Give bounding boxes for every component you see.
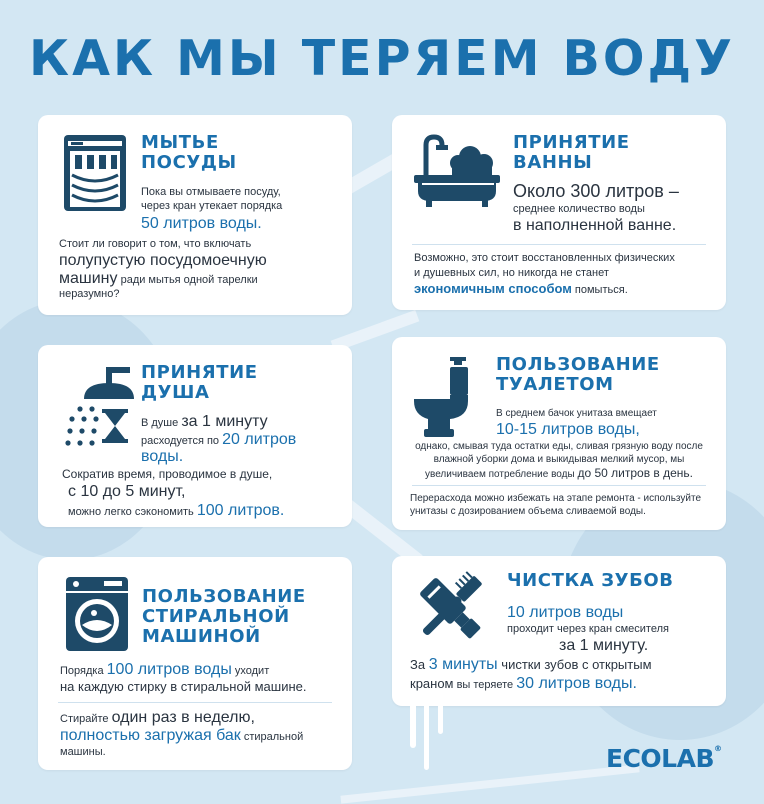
text-regular: Порядка: [60, 665, 104, 677]
text-line: [410, 656, 652, 674]
card-title: [142, 587, 306, 647]
text-line: Около 300 литров –: [513, 181, 679, 201]
text-line: через кран утекает порядка: [141, 200, 283, 212]
text-line: и душевных сил, но никогда не станет: [414, 267, 609, 279]
text-line: неразумно?: [59, 288, 120, 300]
dishwasher-icon: [62, 133, 128, 213]
card-washing-machine: [38, 557, 352, 770]
text-highlight: 10 литров воды: [507, 604, 624, 621]
card-toilet: [392, 337, 726, 530]
title-line: ВАННЫ: [513, 152, 593, 173]
text-regular: вы теряете: [456, 679, 514, 691]
washing-machine-icon: [64, 575, 130, 653]
text-highlight: воды.: [141, 448, 184, 465]
text-highlight: экономичным способом: [414, 281, 572, 296]
card-brushing-teeth: [392, 556, 726, 706]
card-title: [513, 133, 630, 173]
card-dishwashing: [38, 115, 352, 315]
card-shower: [38, 345, 352, 527]
text-line: за 1 минуту.: [559, 637, 649, 654]
text-line: Перерасхода можно избежать на этапе ремонта - используйте: [410, 493, 702, 504]
text-bold: один раз в неделю,: [111, 709, 255, 726]
title-line: МАШИНОЙ: [142, 626, 261, 647]
text-line: Стоит ли говорит о том, что включать: [59, 238, 252, 250]
title-line: ПРИНЯТИЕ: [141, 362, 258, 383]
text-line: [141, 413, 268, 432]
text-regular: Стирайте: [60, 713, 109, 725]
divider: [58, 702, 332, 703]
toothbrush-icon: [408, 566, 492, 650]
text-line: [60, 709, 255, 728]
water-drip: [424, 700, 429, 770]
water-drip: [410, 700, 416, 748]
page-title: КАК МЫ ТЕРЯЕМ ВОДУ: [29, 30, 735, 87]
card-title: [496, 355, 660, 395]
bathtub-icon: [412, 133, 502, 209]
brand-logo: [606, 744, 722, 773]
title-line: ЧИСТКА ЗУБОВ: [507, 570, 674, 591]
text-line: [60, 661, 269, 680]
text-regular: За: [410, 657, 426, 672]
text-regular: стиральной: [243, 731, 304, 743]
text-line: [410, 675, 637, 694]
text-highlight: полностью загружая бак: [60, 727, 241, 744]
card-title: [141, 133, 237, 173]
text-line: проходит через кран смесителя: [507, 623, 669, 635]
title-line: ПОЛЬЗОВАНИЕ: [496, 354, 660, 375]
title-line: СТИРАЛЬНОЙ: [142, 606, 290, 627]
text-bold: за 1 минуту: [181, 413, 268, 430]
divider: [412, 244, 706, 245]
text-regular: увеличиваем потребление воды: [425, 469, 575, 480]
text-line: среднее количество воды: [513, 203, 645, 215]
water-pipe: [340, 764, 639, 803]
text-line: на каждую стирку в стиральной машине.: [60, 679, 307, 694]
text-line: влажной уборки дома и выкидывая мелкий мусор, мы: [433, 454, 685, 465]
card-bath: [392, 115, 726, 310]
text-regular: расходуется по: [141, 435, 220, 447]
title-line: МЫТЬЕ: [141, 132, 219, 153]
text-bold: до 50 литров в день.: [577, 466, 693, 480]
card-title: [141, 363, 258, 403]
text-line: В среднем бачок унитаза вмещает: [496, 408, 657, 419]
text-line: однако, смывая туда остатки еды, сливая грязную воду после: [415, 441, 703, 452]
text-regular: ради мытья одной тарелки: [120, 274, 258, 286]
text-line: полупустую посудомоечную: [59, 252, 267, 269]
text-highlight: 30 литров воды.: [516, 675, 637, 692]
text-highlight: 3 минуты: [428, 656, 498, 673]
text-highlight: 100 литров воды: [106, 661, 232, 678]
title-line: ПОЛЬЗОВАНИЕ: [142, 586, 306, 607]
text-regular: краном: [410, 676, 454, 691]
registered-mark: ®: [714, 744, 722, 753]
text-regular: чистки зубов с открытым: [501, 657, 652, 672]
water-drip: [438, 700, 443, 734]
divider: [412, 485, 706, 486]
text-line: [414, 281, 628, 298]
title-line: ТУАЛЕТОМ: [496, 374, 614, 395]
text-line: в наполненной ванне.: [513, 217, 677, 234]
text-bold: машину: [59, 270, 118, 287]
text-regular: помыться.: [574, 284, 628, 296]
text-line: [68, 502, 284, 521]
text-line: с 10 до 5 минут,: [68, 483, 186, 500]
title-line: ДУША: [141, 382, 210, 403]
text-line: Сократив время, проводимое в душе,: [62, 467, 273, 481]
text-line: Возможно, это стоит восстановленных физических: [414, 252, 675, 264]
text-line: машины.: [60, 746, 106, 758]
text-highlight: 50 литров воды.: [141, 215, 262, 232]
text-regular: можно легко сэкономить: [68, 506, 194, 518]
shower-icon: [62, 365, 142, 447]
text-line: унитазы с дозированием объема сливаемой воды.: [410, 506, 646, 517]
text-highlight: 100 литров.: [196, 502, 285, 519]
text-highlight: 20 литров: [222, 431, 297, 448]
title-line: ПОСУДЫ: [141, 152, 237, 173]
title-line: ПРИНЯТИЕ: [513, 132, 630, 153]
text-line: [60, 727, 303, 746]
toilet-icon: [410, 355, 472, 441]
text-regular: уходит: [234, 665, 270, 677]
card-title: [507, 571, 674, 591]
brand-name: ECOLAB: [606, 744, 715, 773]
text-line: [392, 466, 726, 482]
text-highlight: 10-15 литров воды,: [496, 421, 640, 438]
text-line: Пока вы отмываете посуду,: [141, 186, 281, 198]
text-regular: В душе: [141, 417, 179, 429]
